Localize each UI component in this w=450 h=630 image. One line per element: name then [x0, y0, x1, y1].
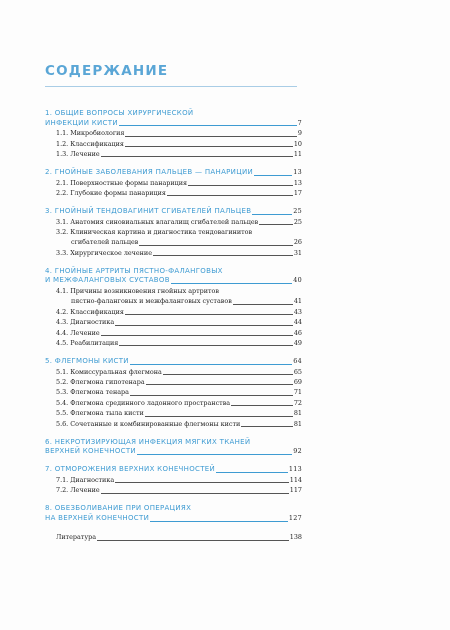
chapter-title-row — [45, 207, 302, 217]
chapter-title-text: 5. ФЛЕГМОНЫ КИСТИ — [45, 357, 129, 366]
toc-section — [45, 109, 302, 159]
table-of-contents — [45, 109, 302, 543]
subsection-entry-row — [56, 387, 302, 397]
subsection-entry-text: 3.1. Анатомия синовиальных влагалищ сгибателей пальцев — [56, 217, 259, 226]
page-title: СОДЕРЖАНИЕ — [45, 63, 169, 79]
dot-leader — [163, 374, 293, 375]
subsection-entry[interactable] — [45, 419, 302, 429]
subsection-entry-row — [56, 128, 302, 138]
chapter-title-text: 6. НЕКРОТИЗИРУЮЩАЯ ИНФЕКЦИЯ МЯГКИХ ТКАНЕЙ — [45, 437, 251, 446]
subsection-entry-text: 3.3. Хирургическое лечение — [56, 248, 152, 257]
subsection-entry-row — [56, 149, 302, 159]
page-number: 44 — [293, 318, 302, 327]
toc-section — [45, 207, 302, 258]
page-number: 71 — [293, 388, 302, 397]
chapter-title[interactable] — [45, 438, 302, 457]
dot-leader — [101, 335, 293, 336]
dot-leader — [259, 224, 293, 225]
subsection-entry-text: 5.3. Флегмона тенара — [56, 388, 129, 397]
chapter-title-row — [45, 276, 302, 286]
dot-leader — [125, 146, 293, 147]
chapter-title-text: НА ВЕРХНЕЙ КОНЕЧНОСТИ — [45, 514, 150, 523]
subsection-entry[interactable] — [45, 475, 302, 485]
subsection-entry[interactable] — [45, 317, 302, 327]
chapter-title-text: ВЕРХНЕЙ КОНЕЧНОСТИ — [45, 447, 136, 456]
subsection-entry-row — [56, 377, 302, 387]
chapter-title-row — [45, 168, 302, 178]
dot-leader — [216, 472, 288, 473]
page-number: 17 — [293, 189, 302, 197]
toc-section — [45, 438, 302, 457]
chapter-title-row — [45, 357, 302, 367]
dot-leader — [115, 325, 293, 326]
toc-section — [45, 465, 302, 495]
subsection-entry-row — [56, 419, 302, 429]
subsection-entry-row — [56, 338, 302, 348]
toc-section — [45, 267, 302, 349]
subsection-entry-row — [56, 307, 302, 317]
subsection-entry-text: 1.2. Классификация — [56, 139, 124, 148]
page-number: 46 — [293, 328, 302, 337]
subsection-entry[interactable] — [45, 178, 302, 188]
subsection-entry-row — [56, 485, 302, 495]
chapter-title-text: И МЕЖФАЛАНГОВЫХ СУСТАВОВ — [45, 276, 170, 285]
page-number: 25 — [293, 217, 302, 226]
subsection-entry-text: 1.1. Микробиология — [56, 129, 125, 138]
dot-leader — [252, 214, 292, 215]
literature-entry[interactable] — [45, 532, 302, 542]
page-number: 13 — [293, 168, 302, 176]
page-number: 25 — [293, 207, 302, 215]
chapter-title-text: ИНФЕКЦИИ КИСТИ — [45, 118, 118, 127]
subsection-entry-row — [56, 296, 302, 306]
subsection-entry[interactable] — [45, 377, 302, 387]
subsection-entry[interactable] — [45, 227, 302, 248]
subsection-entry[interactable] — [45, 286, 302, 307]
page-number: 11 — [293, 150, 302, 158]
page-number: 49 — [293, 339, 302, 348]
dot-leader — [101, 156, 293, 157]
subsection-entry[interactable] — [45, 338, 302, 348]
subsection-entry-text: 5.5. Флегмона тыла кисти — [56, 409, 144, 418]
chapter-title[interactable] — [45, 357, 302, 367]
dot-leader — [97, 540, 289, 541]
subsection-entry-row — [56, 408, 302, 418]
subsection-entry-row — [56, 237, 302, 247]
chapter-title-text: 3. ГНОЙНЫЙ ТЕНДОВАГИНИТ СГИБАТЕЛЕЙ ПАЛЬЦЕВ — [45, 207, 252, 215]
subsection-entry-text: 5.6. Сочетанные и комбинированные флегмоны кисти — [56, 419, 241, 428]
subsection-entry-row — [56, 139, 302, 149]
dot-leader — [171, 283, 292, 284]
page-number: 41 — [293, 297, 302, 306]
dot-leader — [153, 255, 293, 256]
dot-leader — [119, 345, 293, 346]
chapter-title[interactable] — [45, 465, 302, 475]
chapter-title-row — [45, 465, 302, 475]
dot-leader — [125, 136, 296, 137]
chapter-title-text: 2. ГНОЙНЫЕ ЗАБОЛЕВАНИЯ ПАЛЬЦЕВ — ПАНАРИЦИИ — [45, 168, 254, 176]
chapter-title-text: 8. ОБЕЗБОЛИВАНИЕ ПРИ ОПЕРАЦИЯХ — [45, 504, 192, 513]
dot-leader — [125, 314, 293, 315]
chapter-title-row — [45, 447, 302, 457]
subsection-entry-row — [56, 328, 302, 338]
dot-leader — [137, 454, 292, 455]
page-number: 65 — [293, 367, 302, 376]
dot-leader — [233, 304, 293, 305]
subsection-entry[interactable] — [45, 307, 302, 317]
chapter-title-text: 4. ГНОЙНЫЕ АРТРИТЫ ПЯСТНО-ФАЛАНГОВЫХ — [45, 266, 223, 275]
subsection-entry-text: сгибателей пальцев — [71, 238, 139, 247]
chapter-title-row — [45, 119, 302, 129]
subsection-entry-text: 4.2. Классификация — [56, 307, 124, 316]
dot-leader — [119, 125, 297, 126]
chapter-title-text: 7. ОТМОРОЖЕНИЯ ВЕРХНИХ КОНЕЧНОСТЕЙ — [45, 465, 216, 474]
toc-section — [45, 168, 302, 198]
subsection-entry-text: 4.5. Реабилитация — [56, 339, 119, 348]
page-number: 69 — [293, 378, 302, 387]
subsection-entry[interactable] — [45, 217, 302, 227]
chapter-title[interactable] — [45, 267, 302, 286]
literature-row — [56, 532, 302, 542]
page-number: 138 — [289, 533, 302, 542]
subsection-entry[interactable] — [45, 485, 302, 495]
page-number: 10 — [293, 139, 302, 148]
subsection-entry[interactable] — [45, 367, 302, 377]
page-number: 13 — [293, 178, 302, 187]
subsection-entry[interactable] — [45, 408, 302, 418]
dot-leader — [146, 384, 293, 385]
page-number: 114 — [289, 476, 302, 485]
subsection-entry-row — [56, 178, 302, 188]
literature-label: Литература — [56, 533, 97, 542]
chapter-title[interactable] — [45, 504, 302, 523]
dot-leader — [254, 175, 292, 176]
subsection-entry[interactable] — [45, 149, 302, 159]
subsection-entry-text: 1.3. Лечение — [56, 150, 100, 158]
page-number: 127 — [288, 514, 302, 523]
page-number: 81 — [293, 409, 302, 418]
subsection-entry-row — [56, 367, 302, 377]
chapter-title[interactable] — [45, 168, 302, 178]
subsection-entry[interactable] — [45, 387, 302, 397]
subsection-entry-text: 5.2. Флегмона гипотенара — [56, 378, 145, 387]
subsection-entry-text: 5.1. Комиссуральная флегмона — [56, 367, 162, 376]
chapter-title-row — [45, 514, 302, 524]
subsection-entry-text: 4.4. Лечение — [56, 328, 100, 337]
subsection-entry-text: 4.1. Причины возникновения гнойных артритов — [56, 287, 219, 295]
dot-leader — [145, 416, 293, 417]
page-number: 7 — [297, 118, 302, 127]
subsection-entry-row — [56, 475, 302, 485]
subsection-entry-text: 3.2. Клиническая картина и диагностика тендовагинитов — [56, 228, 253, 236]
page-number: 92 — [293, 447, 302, 456]
subsection-entry-row — [56, 217, 302, 227]
subsection-entry[interactable] — [45, 248, 302, 258]
dot-leader — [130, 364, 292, 365]
dot-leader — [130, 395, 293, 396]
dot-leader — [167, 195, 293, 196]
page-number: 31 — [293, 248, 302, 257]
dot-leader — [241, 426, 293, 427]
subsection-entry[interactable] — [45, 188, 302, 198]
subsection-entry-row — [56, 398, 302, 408]
dot-leader — [231, 405, 293, 406]
page-number: 64 — [293, 357, 302, 366]
subsection-entry-text: 7.1. Диагностика — [56, 476, 115, 485]
toc-section — [45, 357, 302, 429]
subsection-entry-text: 5.4. Флегмона срединного ладонного пространства — [56, 398, 231, 407]
subsection-entry-text: 7.2. Лечение — [56, 486, 100, 495]
subsection-entry[interactable] — [45, 139, 302, 149]
page-number: 72 — [293, 398, 302, 407]
dot-leader — [188, 185, 293, 186]
subsection-entry-text: 2.2. Глубокие формы панариция — [56, 189, 166, 197]
page-number: 26 — [293, 238, 302, 247]
chapter-title[interactable] — [45, 109, 302, 128]
dot-leader — [150, 521, 288, 522]
heading-divider — [45, 86, 297, 87]
page-number: 43 — [293, 307, 302, 316]
page-number: 113 — [288, 465, 302, 474]
dot-leader — [115, 482, 289, 483]
subsection-entry[interactable] — [45, 398, 302, 408]
subsection-entry-text: 4.3. Диагностика — [56, 318, 115, 327]
chapter-title[interactable] — [45, 207, 302, 217]
subsection-entry-row — [56, 248, 302, 258]
toc-section — [45, 504, 302, 523]
chapter-title-text: 1. ОБЩИЕ ВОПРОСЫ ХИРУРГИЧЕСКОЙ — [45, 109, 194, 117]
page-number: 81 — [293, 419, 302, 428]
subsection-entry-row — [56, 188, 302, 198]
page-number: 117 — [289, 486, 302, 495]
subsection-entry-row — [56, 317, 302, 327]
page-number: 9 — [297, 129, 302, 138]
page-number: 40 — [293, 276, 302, 285]
subsection-entry[interactable] — [45, 128, 302, 138]
dot-leader — [101, 493, 289, 494]
subsection-entry-text: пястно-фаланговых и межфаланговых суставов — [71, 297, 232, 306]
subsection-entry-text: 2.1. Поверхностные формы панариция — [56, 178, 188, 187]
subsection-entry[interactable] — [45, 328, 302, 338]
dot-leader — [139, 245, 292, 246]
